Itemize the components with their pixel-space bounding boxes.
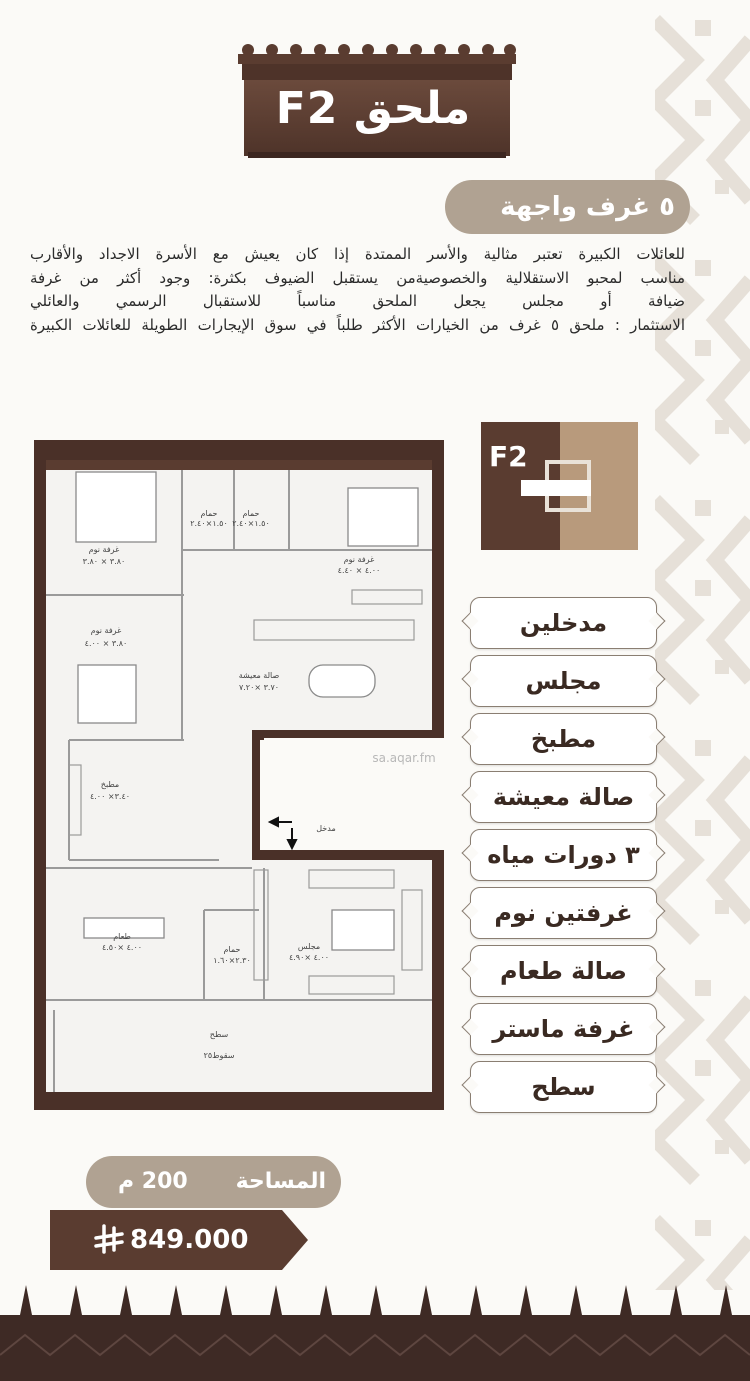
- feature-item: مطبخ: [470, 713, 657, 765]
- feature-item: غرفتين نوم: [470, 887, 657, 939]
- description-line: مناسب لمحبو الاستقلالية والخصوصيةمن يستقبل الضيوف بكثرة: وجود أكثر من غرفة: [30, 268, 685, 287]
- room-dim-bath2: ١.٥٠×٢.٤٠: [190, 519, 228, 528]
- description: [30, 243, 685, 337]
- floor-plan: [34, 440, 444, 1110]
- feature-item: مدخلين: [470, 597, 657, 649]
- room-dim-bedroom2: ٣.٨٠ × ٤.٠٠: [84, 639, 128, 648]
- room-label-entrance: مدخل: [316, 824, 336, 833]
- unit-tile-label: F2: [489, 440, 528, 473]
- feature-item: صالة معيشة: [470, 771, 657, 823]
- description-line: للعائلات الكبيرة تعتبر مثالية والأسر الممتدة إذا كان يعيش مع الأسرة الاجداد والأقارب: [30, 245, 685, 263]
- room-sublabel-roof: سقوط٢٥: [203, 1051, 235, 1060]
- description-line: الاستثمار : ملحق ٥ غرف من الخيارات الأكثر طلباً في سوق الإيجارات الطويلة للعائلات الكبيرة: [30, 315, 685, 334]
- room-dim-bath1: ١.٥٠×٢.٤٠: [232, 519, 270, 528]
- room-label-bath3: حمام: [223, 945, 241, 954]
- room-label-kitchen: مطبخ: [100, 780, 120, 789]
- room-label-majlis: مجلس: [297, 942, 321, 951]
- room-label-bath2: حمام: [200, 509, 218, 518]
- room-label-bedroom-master: غرفة نوم: [343, 555, 375, 564]
- room-label-living: صالة معيشة: [238, 671, 280, 680]
- room-dim-majlis: ٤.٠٠ ×٤.٩٠: [288, 953, 330, 962]
- room-dim-bedroom-master: ٤.٠٠ × ٤.٤٠: [337, 566, 381, 575]
- room-label-bath1: حمام: [242, 509, 260, 518]
- room-dim-bedroom1: ٣.٨٠ × ٣.٨٠: [82, 557, 126, 566]
- room-dim-kitchen: ٣.٤٠× ٤.٠٠: [89, 792, 131, 801]
- feature-item: ٣ دورات مياه: [470, 829, 657, 881]
- room-label-dining: طعام: [113, 932, 131, 941]
- room-dim-living: ٣.٧٠ ×٧.٢٠: [238, 683, 280, 692]
- area-value: 200 م: [118, 1169, 188, 1194]
- feature-item: مجلس: [470, 655, 657, 707]
- room-label-bedroom2: غرفة نوم: [90, 626, 122, 635]
- room-label-roof: سطح: [209, 1030, 229, 1039]
- feature-item: صالة طعام: [470, 945, 657, 997]
- feature-item: غرفة ماستر: [470, 1003, 657, 1055]
- decorative-bottom-border: [0, 1285, 750, 1381]
- price-value: 849.000: [130, 1225, 249, 1255]
- feature-item: سطح: [470, 1061, 657, 1113]
- room-label-bedroom1: غرفة نوم: [88, 545, 120, 554]
- watermark: sa.aqar.fm: [372, 751, 436, 765]
- area-label: المساحة: [235, 1169, 326, 1194]
- room-dim-bath3: ٢.٣٠×١.٦٠: [213, 956, 251, 965]
- room-dim-dining: ٤.٠٠ ×٤.٥٠: [101, 943, 143, 952]
- description-line: ضيافة أو مجلس يجعل الملحق مناسباً للاستقبال الرسمي والعائلي: [30, 292, 685, 310]
- page-title: ملحق F2: [275, 83, 471, 134]
- subtitle: ٥ غرف واجهة: [500, 192, 675, 222]
- riyal-icon: [94, 1222, 124, 1258]
